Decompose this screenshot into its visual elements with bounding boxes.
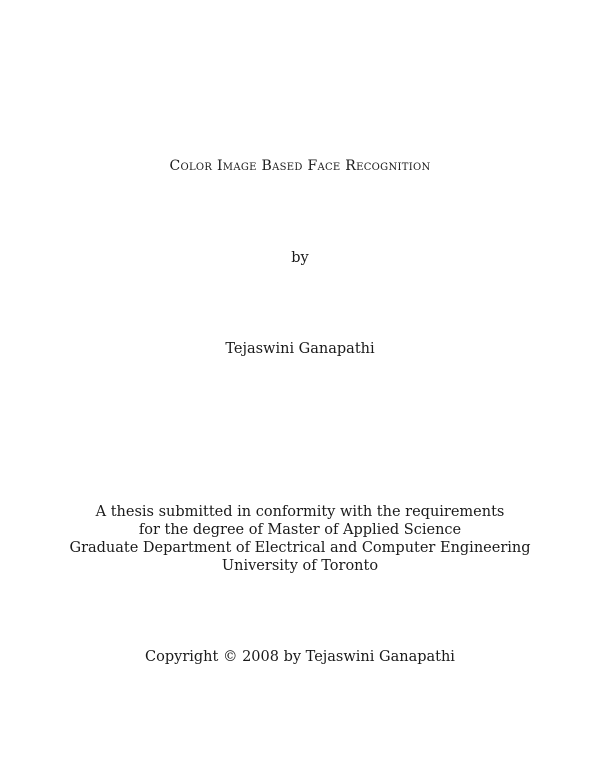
statement-line: A thesis submitted in conformity with the requirements xyxy=(95,504,505,520)
statement-line: University of Toronto xyxy=(221,558,379,574)
statement-line: Graduate Department of Electrical and Computer Engineering xyxy=(69,540,531,556)
statement-line: for the degree of Master of Applied Science xyxy=(138,522,462,538)
by-label: by xyxy=(291,250,309,266)
author-name: Tejaswini Ganapathi xyxy=(225,341,375,357)
thesis-title: Color Image Based Face Recognition xyxy=(169,158,431,174)
submission-statement xyxy=(0,503,600,575)
copyright-notice: Copyright © 2008 by Tejaswini Ganapathi xyxy=(145,649,455,665)
